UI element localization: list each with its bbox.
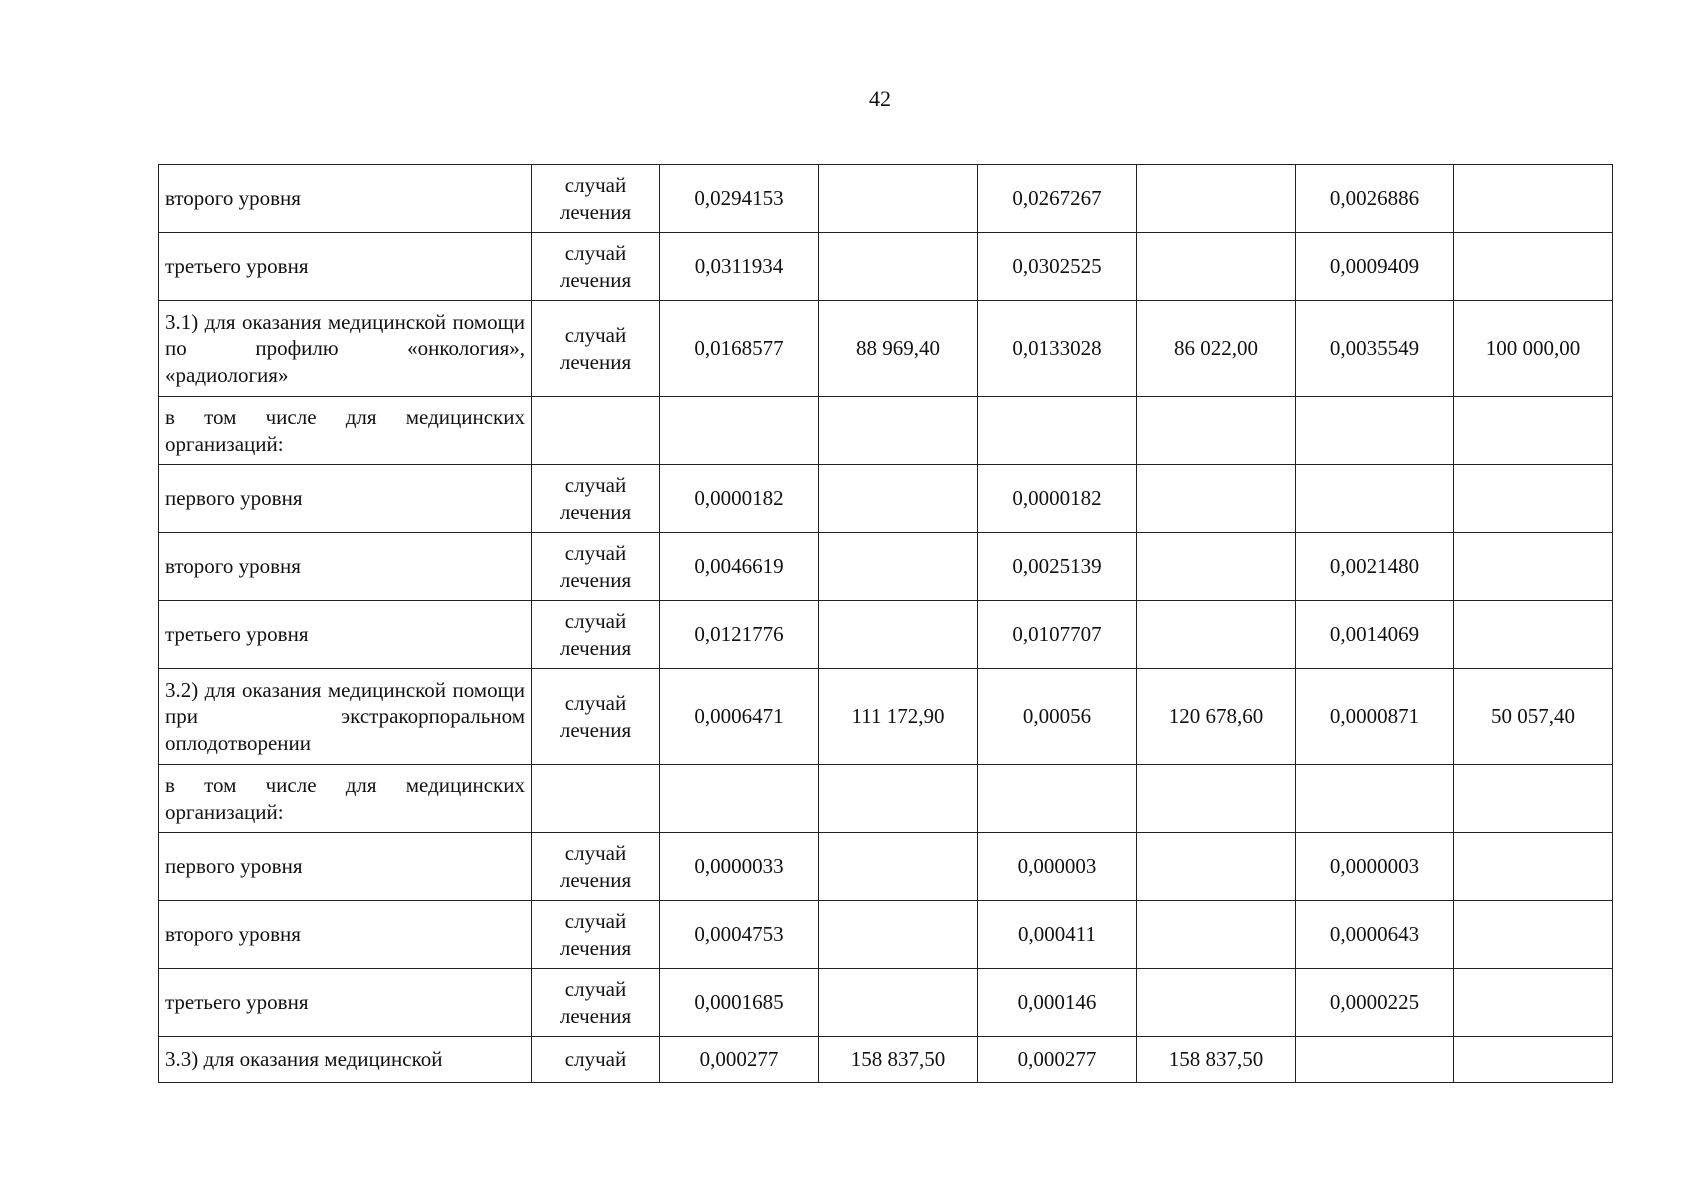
value-cell-4 bbox=[1137, 533, 1296, 601]
value-cell-3: 0,0133028 bbox=[978, 301, 1137, 397]
value-cell-5 bbox=[1296, 1037, 1454, 1083]
value-cell-3: 0,0107707 bbox=[978, 601, 1137, 669]
value-cell-3 bbox=[978, 397, 1137, 465]
table-body bbox=[159, 165, 1613, 1083]
value-cell-2 bbox=[819, 601, 978, 669]
value-cell-3: 0,000003 bbox=[978, 833, 1137, 901]
unit-cell: случай лечения bbox=[532, 465, 660, 533]
value-cell-1: 0,000277 bbox=[660, 1037, 819, 1083]
value-cell-1: 0,0006471 bbox=[660, 669, 819, 765]
table-row bbox=[159, 465, 1613, 533]
value-cell-1: 0,0121776 bbox=[660, 601, 819, 669]
value-cell-5 bbox=[1296, 765, 1454, 833]
value-cell-4: 158 837,50 bbox=[1137, 1037, 1296, 1083]
value-cell-5: 0,0000225 bbox=[1296, 969, 1454, 1037]
value-cell-5: 0,0000003 bbox=[1296, 833, 1454, 901]
table-row bbox=[159, 833, 1613, 901]
row-name-cell: третьего уровня bbox=[159, 601, 532, 669]
unit-cell: случай лечения bbox=[532, 901, 660, 969]
value-cell-3: 0,0025139 bbox=[978, 533, 1137, 601]
value-cell-2 bbox=[819, 533, 978, 601]
value-cell-6 bbox=[1454, 397, 1613, 465]
value-cell-1: 0,0000033 bbox=[660, 833, 819, 901]
value-cell-1: 0,0046619 bbox=[660, 533, 819, 601]
value-cell-6 bbox=[1454, 465, 1613, 533]
value-cell-5: 0,0035549 bbox=[1296, 301, 1454, 397]
row-name-cell: второго уровня bbox=[159, 165, 532, 233]
value-cell-1 bbox=[660, 397, 819, 465]
value-cell-4 bbox=[1137, 397, 1296, 465]
row-name-cell: первого уровня bbox=[159, 833, 532, 901]
row-name-cell: третьего уровня bbox=[159, 969, 532, 1037]
value-cell-5: 0,0026886 bbox=[1296, 165, 1454, 233]
value-cell-3: 0,00056 bbox=[978, 669, 1137, 765]
value-cell-6 bbox=[1454, 765, 1613, 833]
value-cell-1: 0,0311934 bbox=[660, 233, 819, 301]
value-cell-5: 0,0009409 bbox=[1296, 233, 1454, 301]
unit-cell: случай лечения bbox=[532, 301, 660, 397]
value-cell-2: 158 837,50 bbox=[819, 1037, 978, 1083]
value-cell-6 bbox=[1454, 1037, 1613, 1083]
value-cell-2 bbox=[819, 765, 978, 833]
value-cell-4 bbox=[1137, 233, 1296, 301]
row-name-cell: второго уровня bbox=[159, 901, 532, 969]
table-row bbox=[159, 901, 1613, 969]
value-cell-2 bbox=[819, 901, 978, 969]
value-cell-6 bbox=[1454, 901, 1613, 969]
value-cell-6: 100 000,00 bbox=[1454, 301, 1613, 397]
value-cell-6 bbox=[1454, 165, 1613, 233]
value-cell-3: 0,0267267 bbox=[978, 165, 1137, 233]
value-cell-6 bbox=[1454, 601, 1613, 669]
table-row bbox=[159, 233, 1613, 301]
unit-cell: случай лечения bbox=[532, 165, 660, 233]
value-cell-6 bbox=[1454, 969, 1613, 1037]
value-cell-3 bbox=[978, 765, 1137, 833]
page-number: 42 bbox=[869, 86, 891, 111]
value-cell-4 bbox=[1137, 969, 1296, 1037]
value-cell-1: 0,0168577 bbox=[660, 301, 819, 397]
row-name-cell: первого уровня bbox=[159, 465, 532, 533]
value-cell-1: 0,0001685 bbox=[660, 969, 819, 1037]
unit-cell: случай лечения bbox=[532, 969, 660, 1037]
value-cell-5: 0,0000871 bbox=[1296, 669, 1454, 765]
value-cell-3: 0,0302525 bbox=[978, 233, 1137, 301]
value-cell-2: 88 969,40 bbox=[819, 301, 978, 397]
value-cell-2 bbox=[819, 465, 978, 533]
table-row bbox=[159, 969, 1613, 1037]
value-cell-4 bbox=[1137, 465, 1296, 533]
unit-cell: случай лечения bbox=[532, 669, 660, 765]
table-row bbox=[159, 601, 1613, 669]
value-cell-5 bbox=[1296, 397, 1454, 465]
value-cell-2 bbox=[819, 969, 978, 1037]
value-cell-3: 0,000411 bbox=[978, 901, 1137, 969]
value-cell-5: 0,0000643 bbox=[1296, 901, 1454, 969]
table-row bbox=[159, 533, 1613, 601]
row-name-cell: второго уровня bbox=[159, 533, 532, 601]
value-cell-4 bbox=[1137, 165, 1296, 233]
value-cell-3: 0,000146 bbox=[978, 969, 1137, 1037]
value-cell-6 bbox=[1454, 833, 1613, 901]
unit-cell: случай bbox=[532, 1037, 660, 1083]
table-row bbox=[159, 165, 1613, 233]
value-cell-3: 0,000277 bbox=[978, 1037, 1137, 1083]
table-row bbox=[159, 669, 1613, 765]
value-cell-1 bbox=[660, 765, 819, 833]
value-cell-2 bbox=[819, 397, 978, 465]
row-name-cell: в том числе для медицинских организаций: bbox=[159, 765, 532, 833]
value-cell-6 bbox=[1454, 233, 1613, 301]
value-cell-4 bbox=[1137, 833, 1296, 901]
row-name-cell: в том числе для медицинских организаций: bbox=[159, 397, 532, 465]
norms-table bbox=[158, 164, 1613, 1083]
unit-cell bbox=[532, 397, 660, 465]
row-name-cell: 3.1) для оказания медицинской помощи по профилю «онкология», «радиология» bbox=[159, 301, 532, 397]
table-row bbox=[159, 1037, 1613, 1083]
value-cell-4 bbox=[1137, 901, 1296, 969]
value-cell-1: 0,0000182 bbox=[660, 465, 819, 533]
value-cell-5: 0,0014069 bbox=[1296, 601, 1454, 669]
value-cell-5: 0,0021480 bbox=[1296, 533, 1454, 601]
value-cell-4: 86 022,00 bbox=[1137, 301, 1296, 397]
row-name-cell: 3.3) для оказания медицинской bbox=[159, 1037, 532, 1083]
table-row bbox=[159, 397, 1613, 465]
table-row bbox=[159, 301, 1613, 397]
value-cell-3: 0,0000182 bbox=[978, 465, 1137, 533]
value-cell-2 bbox=[819, 165, 978, 233]
row-name-cell: третьего уровня bbox=[159, 233, 532, 301]
table-row bbox=[159, 765, 1613, 833]
value-cell-1: 0,0004753 bbox=[660, 901, 819, 969]
value-cell-5 bbox=[1296, 465, 1454, 533]
row-name-cell: 3.2) для оказания медицинской помощи при экстракорпоральном оплодотворении bbox=[159, 669, 532, 765]
value-cell-4: 120 678,60 bbox=[1137, 669, 1296, 765]
unit-cell: случай лечения bbox=[532, 533, 660, 601]
value-cell-6: 50 057,40 bbox=[1454, 669, 1613, 765]
unit-cell: случай лечения bbox=[532, 601, 660, 669]
value-cell-2 bbox=[819, 833, 978, 901]
value-cell-6 bbox=[1454, 533, 1613, 601]
value-cell-1: 0,0294153 bbox=[660, 165, 819, 233]
unit-cell: случай лечения bbox=[532, 833, 660, 901]
value-cell-2 bbox=[819, 233, 978, 301]
value-cell-4 bbox=[1137, 601, 1296, 669]
value-cell-2: 111 172,90 bbox=[819, 669, 978, 765]
value-cell-4 bbox=[1137, 765, 1296, 833]
unit-cell: случай лечения bbox=[532, 233, 660, 301]
unit-cell bbox=[532, 765, 660, 833]
